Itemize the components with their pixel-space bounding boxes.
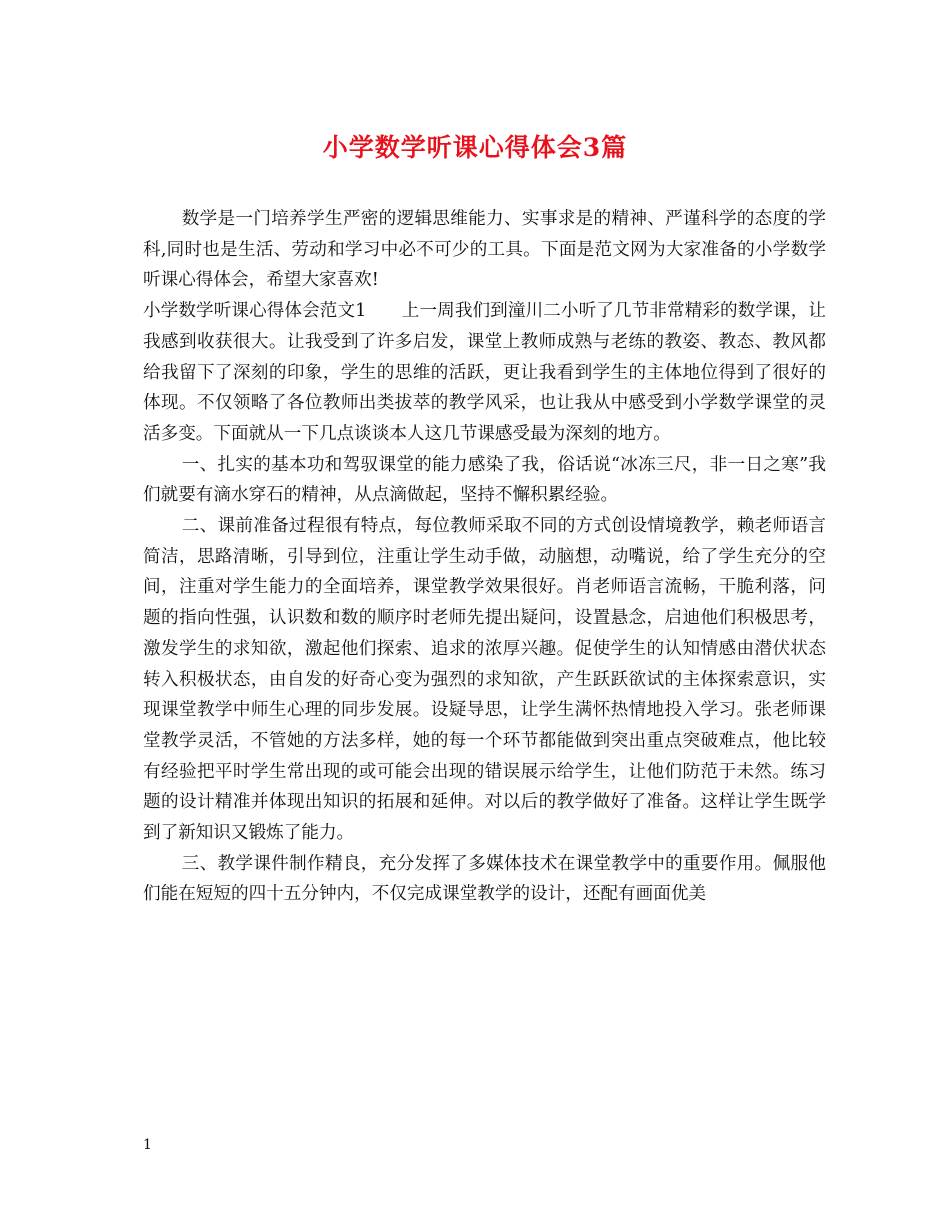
point-2-paragraph: 二、课前准备过程很有特点，每位教师采取不同的方式创设情境教学，赖老师语言简洁，思路清晰，引导到位，注重让学生动手做，动脑想，动嘴说，给了学生充分的空间，注重对学生能力的全面培养，课堂教学效果很好。肖老师语言流畅，干脆利落，问题的指向性强，认识数和数的顺序时老师先提出疑问，设置悬念，启迪他们积极思考，激发学生的求知欲，激起他们探索、追求的浓厚兴趣。促使学生的认知情感由潜伏状态转入积极状态，由自发的好奇心变为强烈的求知欲，产生跃跃欲试的主体探索意识，实现课堂教学中师生心理的同步发展。设疑导思，让学生满怀热情地投入学习。张老师课堂教学灵活，不管她的方法多样，她的每一个环节都能做到突出重点突破难点，他比较有经验把平时学生常出现的或可能会出现的错误展示给学生，让他们防范于未然。练习题的设计精准并体现出知识的拓展和延伸。对以后的教学做好了准备。这样让学生既学到了新知识又锻炼了能力。 xyxy=(143,516,826,844)
intro-paragraph: 数学是一门培养学生严密的逻辑思维能力、实事求是的精神、严谨科学的态度的学科,同时也是生活、劳动和学习中必不可少的工具。下面是范文网为大家准备的小学数学听课心得体会，希望大家喜欢! xyxy=(143,209,826,291)
point-1-paragraph: 一、扎实的基本功和驾驭课堂的能力感染了我，俗话说“冰冻三尺，非一日之寒”我们就要有滴水穿石的精神，从点滴做起，坚持不懈积累经验。 xyxy=(143,454,826,506)
page-number: 1 xyxy=(143,1137,152,1153)
point-3-paragraph: 三、教学课件制作精良，充分发挥了多媒体技术在课堂教学中的重要作用。佩服他们能在短短的四十五分钟内，不仅完成课堂教学的设计，还配有画面优美 xyxy=(143,853,826,905)
document-body xyxy=(143,204,826,910)
essay-1-opening-paragraph: 小学数学听课心得体会范文1 上一周我们到潼川二小听了几节非常精彩的数学课，让我感到收获很大。让我受到了许多启发，课堂上教师成熟与老练的教姿、教态、教风都给我留下了深刻的印象，学生的思维的活跃，更让我看到学生的主体地位得到了很好的体现。不仅领略了各位教师出类拔萃的教学风采，也让我从中感受到小学数学课堂的灵活多变。下面就从一下几点谈谈本人这几节课感受最为深刻的地方。 xyxy=(143,301,826,444)
document-title: 小学数学听课心得体会3篇 xyxy=(322,133,628,162)
